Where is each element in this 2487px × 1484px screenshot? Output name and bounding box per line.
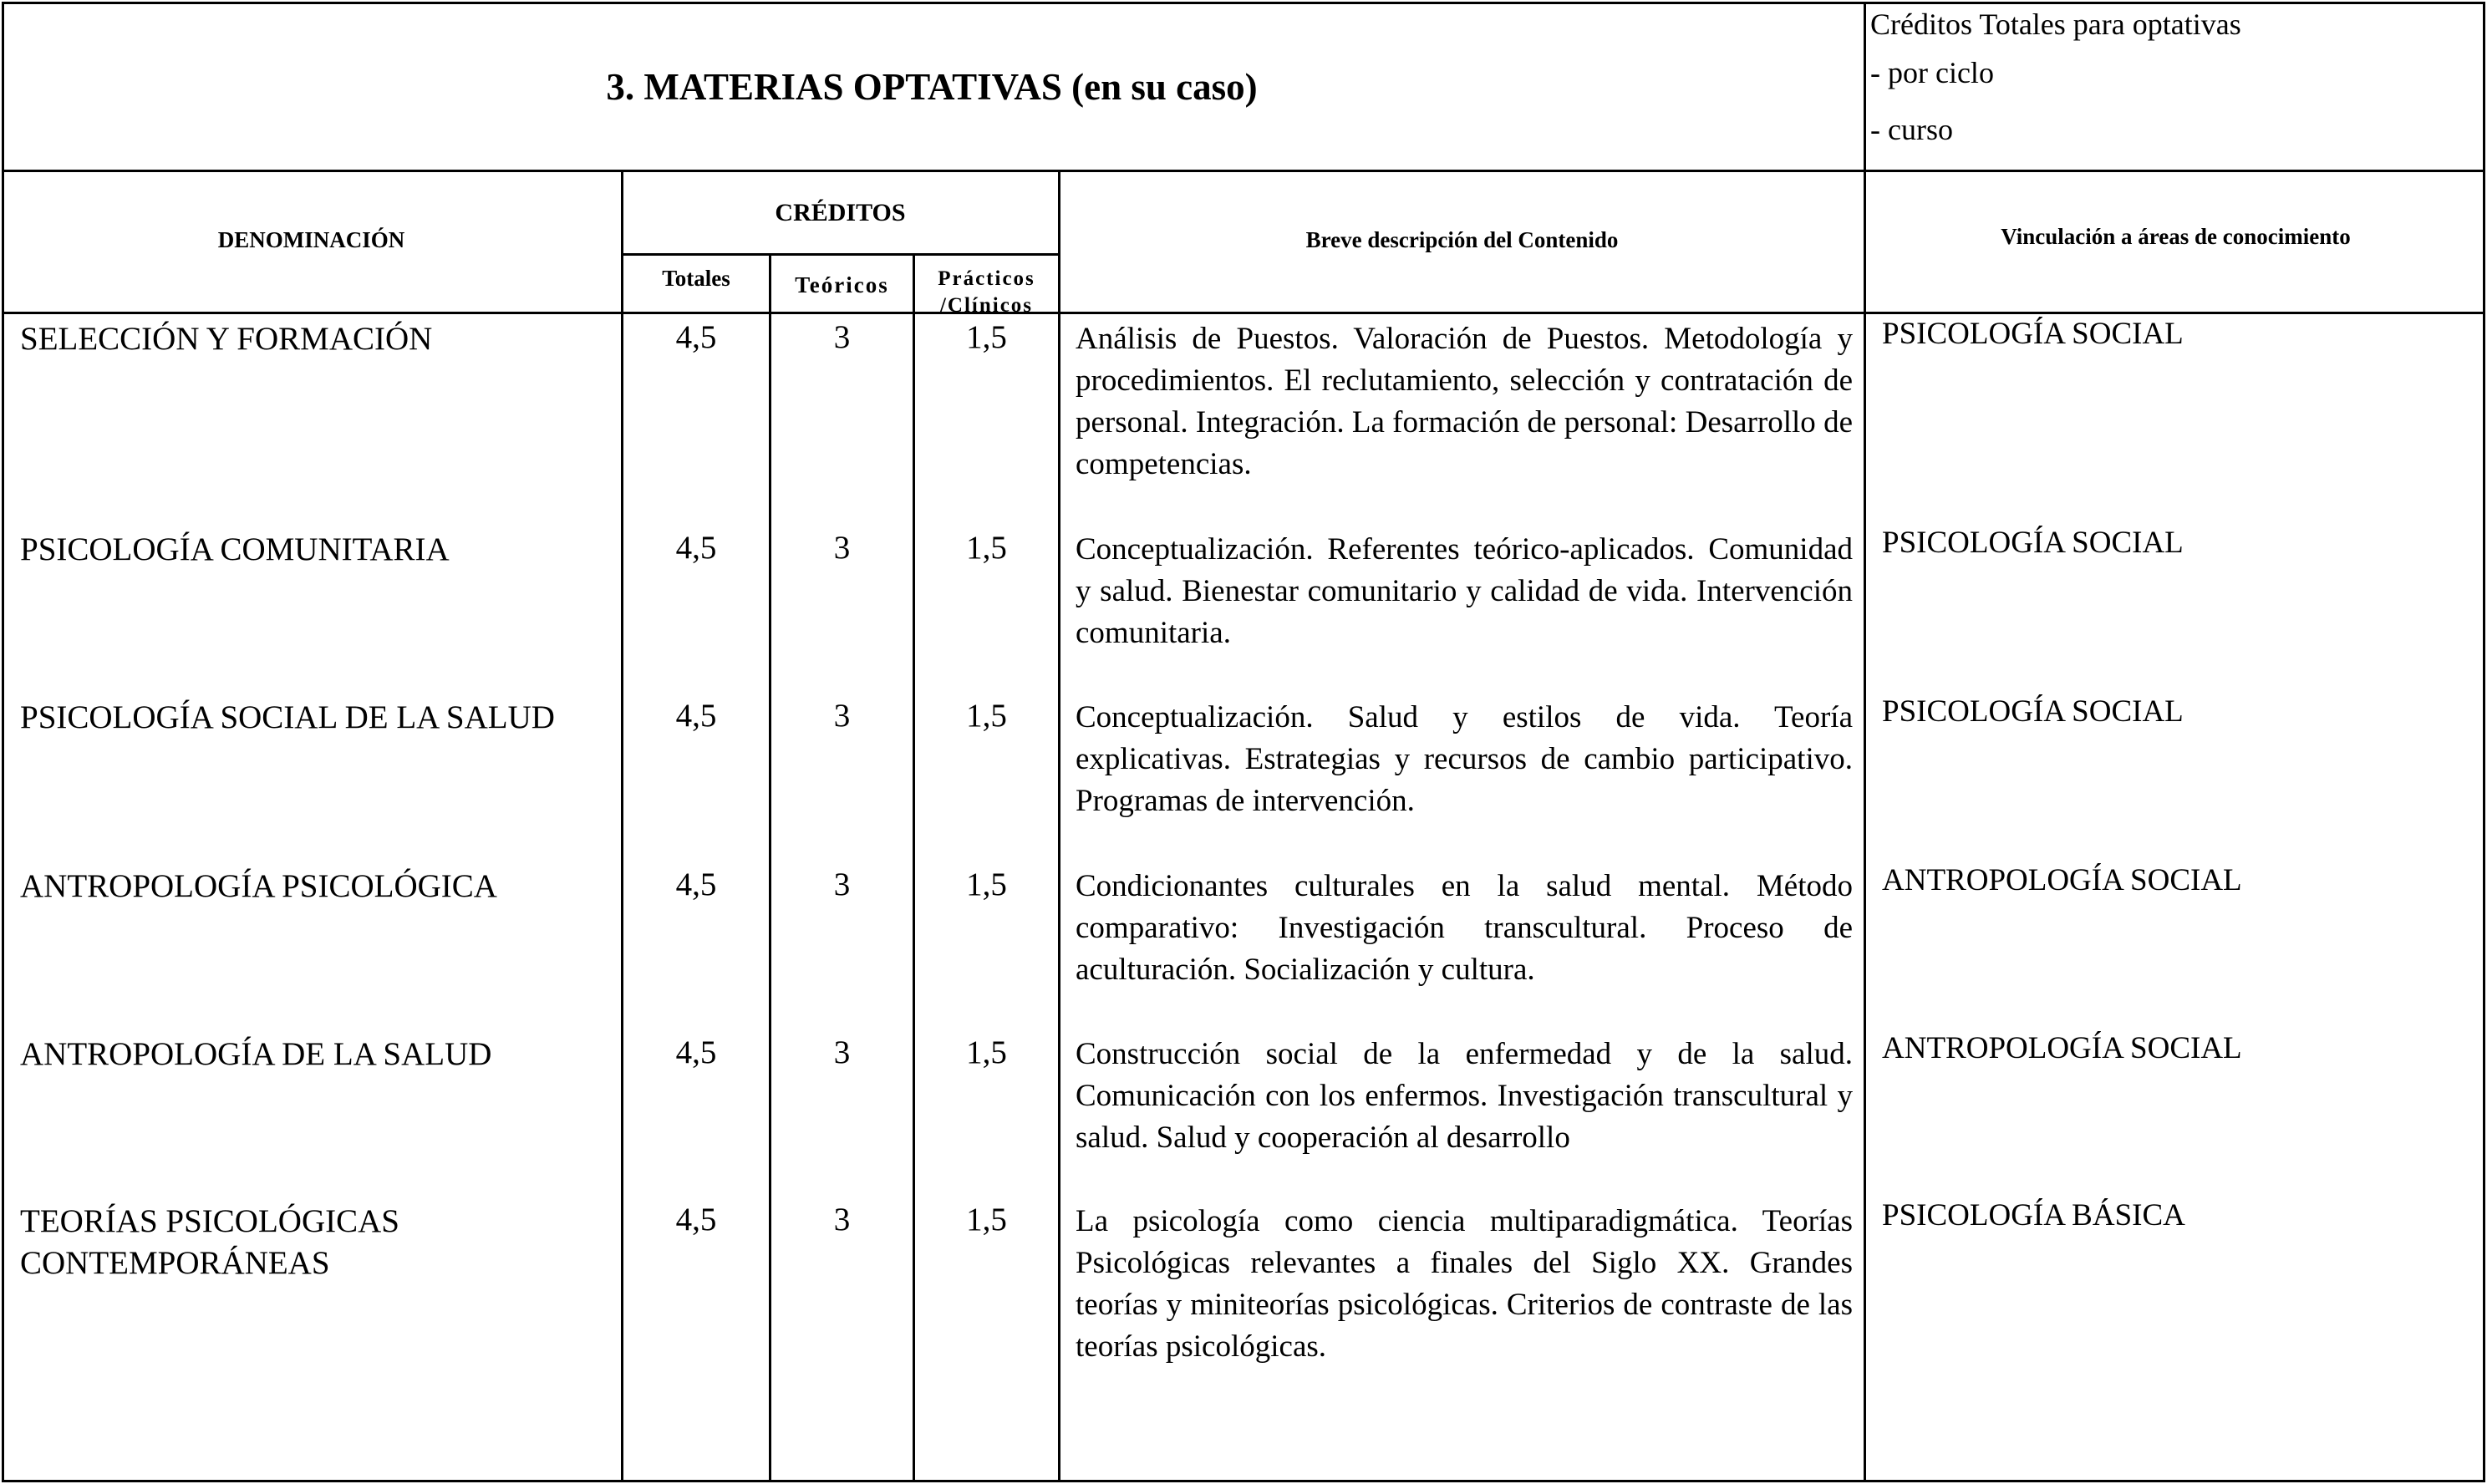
col-divider-practicos (1058, 170, 1060, 1482)
table-row-teoricos: 3 (833, 1034, 851, 1070)
table-row-totales: 4,5 (675, 319, 717, 355)
table-row-name: PSICOLOGÍA COMUNITARIA (20, 531, 450, 567)
credits-total-label: Créditos Totales para optativas (1870, 8, 2241, 41)
table-row-practicos: 1,5 (966, 319, 1007, 355)
table-row-area: PSICOLOGÍA SOCIAL (1882, 526, 2184, 560)
header-creditos: CRÉDITOS (775, 199, 906, 226)
header-denominacion: DENOMINACIÓN (217, 227, 405, 252)
table-row-practicos: 1,5 (966, 1034, 1007, 1070)
table-row-totales: 4,5 (675, 1202, 717, 1238)
table-row-area: ANTROPOLOGÍA SOCIAL (1882, 1031, 2242, 1065)
table-row-area: PSICOLOGÍA SOCIAL (1882, 694, 2184, 729)
table-row-teoricos: 3 (833, 319, 851, 355)
table-row-totales: 4,5 (675, 530, 717, 566)
table-row-teoricos: 3 (833, 698, 851, 734)
table-row-totales: 4,5 (675, 698, 717, 734)
table-row-practicos: 1,5 (966, 530, 1007, 566)
table-row-name: PSICOLOGÍA SOCIAL DE LA SALUD (20, 699, 555, 735)
table-row-teoricos: 3 (833, 1202, 851, 1238)
credits-subheader-divider (623, 253, 1060, 256)
table-row-description: Conceptualización. Referentes teórico-aplicados. Comunidad y salud. Bienestar comunitario y calidad de vida. Intervención comunitaria. (1076, 532, 1853, 650)
table-row-description: La psicología como ciencia multiparadigmática. Teorías Psicológicas relevantes a finales del Siglo XX. Grandes teorías y miniteorías psicológicas. Criterios de contraste de las teorías psicológicas. (1076, 1204, 1853, 1364)
header-totales: Totales (662, 266, 730, 291)
header-divider (2, 170, 2485, 172)
table-row-practicos: 1,5 (966, 698, 1007, 734)
table-row-area: PSICOLOGÍA BÁSICA (1882, 1198, 2185, 1232)
table-row-teoricos: 3 (833, 530, 851, 566)
page-title: 3. MATERIAS OPTATIVAS (en su caso) (606, 66, 1258, 108)
table-row-practicos: 1,5 (966, 867, 1007, 902)
table-row-description: Conceptualización. Salud y estilos de vida. Teoría explicativas. Estrategias y recursos de cambio participativo. Programas de intervención. (1076, 700, 1853, 818)
header-descripcion: Breve descripción del Contenido (1305, 227, 1619, 252)
header-vinculacion: Vinculación a áreas de conocimiento (2001, 224, 2351, 249)
table-row-name: ANTROPOLOGÍA DE LA SALUD (20, 1036, 492, 1072)
table-row-description: Análisis de Puestos. Valoración de Puestos. Metodología y procedimientos. El reclutamiento, selección y contratación de personal. Integración. La formación de personal: Desarrollo de competencias. (1076, 322, 1853, 481)
col-divider-name (621, 170, 623, 1482)
table-row-totales: 4,5 (675, 1034, 717, 1070)
column-header-divider (2, 312, 2485, 314)
table-row-teoricos: 3 (833, 867, 851, 902)
table-row-description: Condicionantes culturales en la salud mental. Método comparativo: Investigación transcultural. Proceso de aculturación. Socialización y cultura. (1076, 869, 1853, 987)
credits-per-cycle-label: - por ciclo (1870, 56, 1994, 89)
table-row-area: ANTROPOLOGÍA SOCIAL (1882, 863, 2242, 897)
table-row-name: ANTROPOLOGÍA PSICOLÓGICA (20, 868, 497, 904)
header-clinicos: /Clínicos (939, 294, 1034, 313)
table-row-totales: 4,5 (675, 867, 717, 902)
table-row-practicos: 1,5 (966, 1202, 1007, 1238)
table-row-name: SELECCIÓN Y FORMACIÓN (20, 321, 433, 357)
header-practicos: Prácticos (938, 267, 1035, 290)
table-row-area: PSICOLOGÍA SOCIAL (1882, 317, 2184, 351)
table-row-description: Construcción social de la enfermedad y de la salud. Comunicación con los enfermos. Investigación transcultural y salud. Salud y cooperación al desarrollo (1076, 1037, 1853, 1155)
credits-per-course-label: - curso (1870, 113, 1953, 146)
header-teoricos: Teóricos (795, 272, 889, 297)
table-row-name: TEORÍAS PSICOLÓGICAS CONTEMPORÁNEAS (20, 1203, 399, 1281)
